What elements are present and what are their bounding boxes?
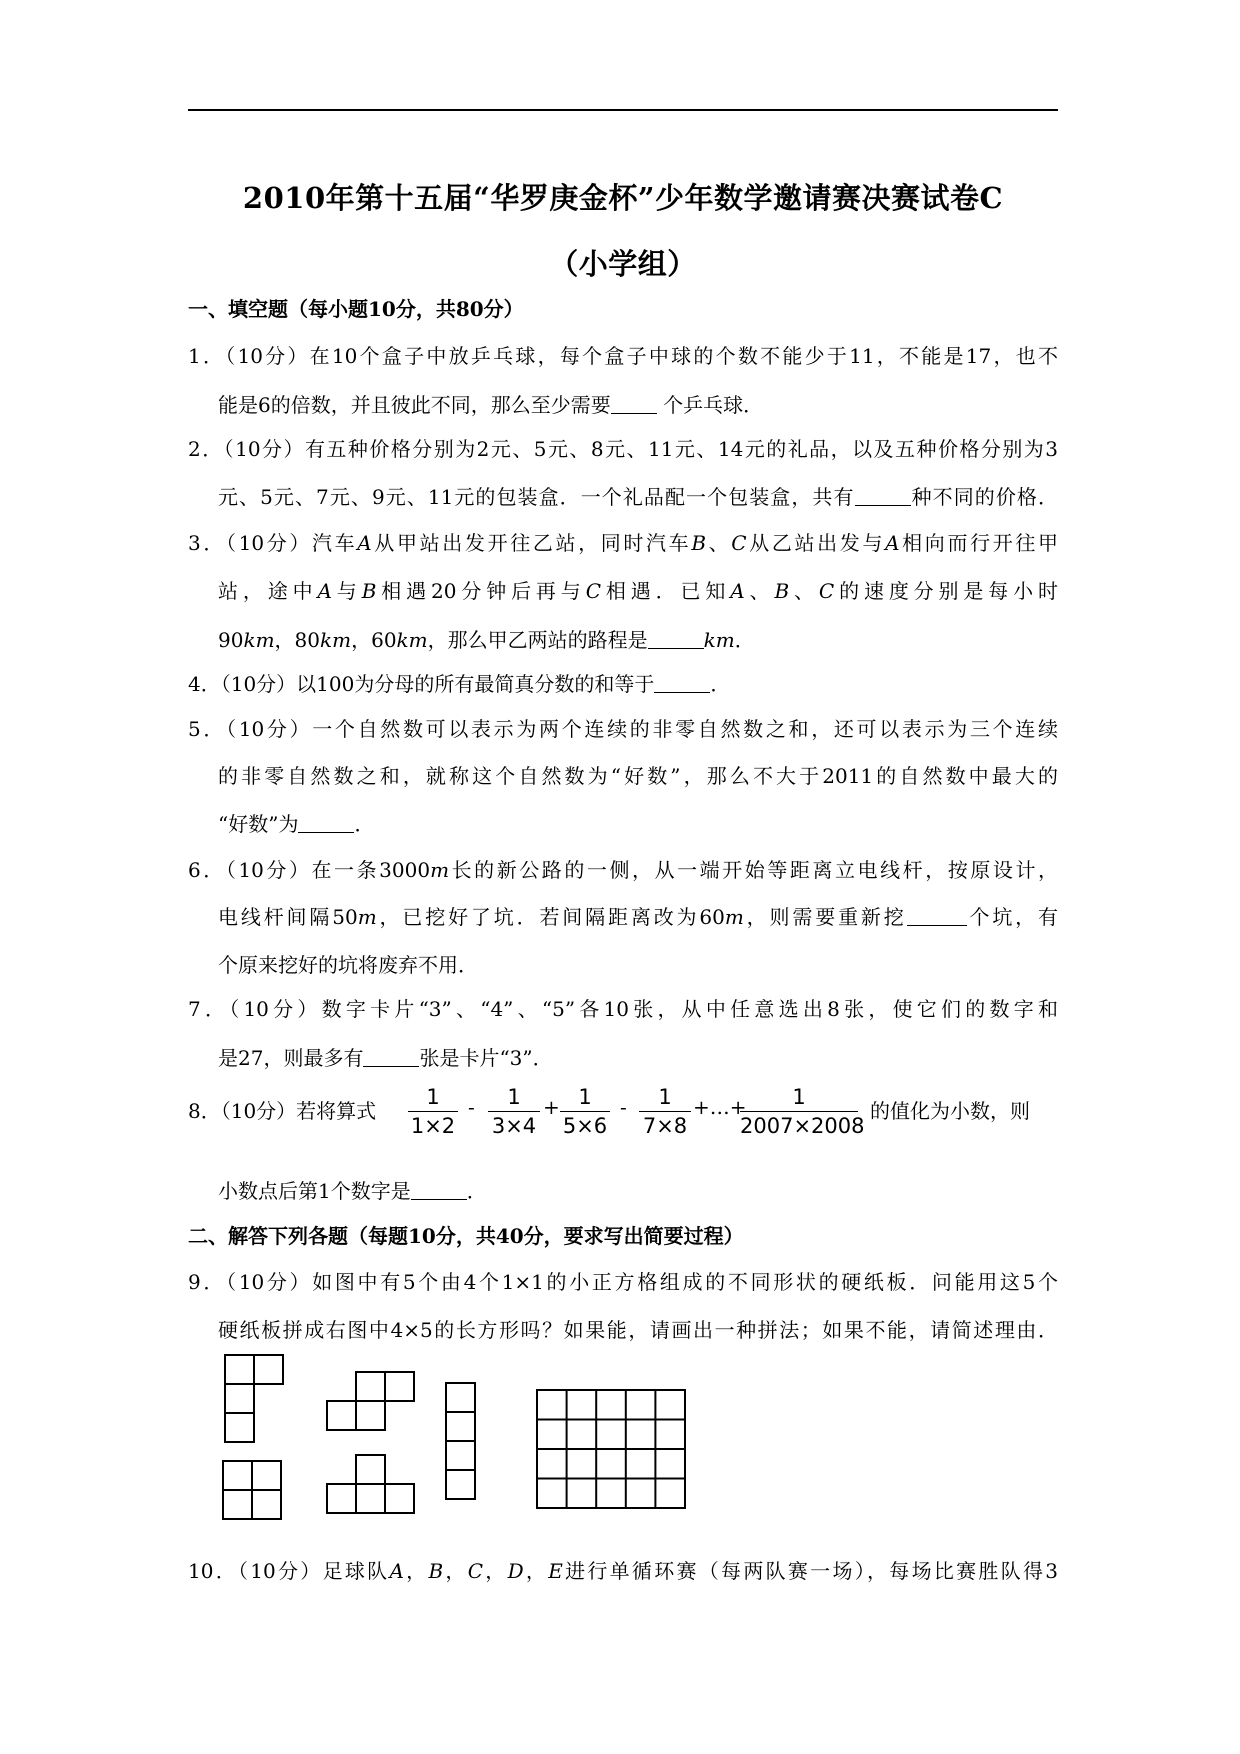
question-2-line-1: 2．（10分）有五种价格分别为2元、5元、8元、11元、14元的礼品，以及五种价格分别为3 [188, 437, 1058, 461]
page-subtitle: （小学组） [549, 247, 697, 281]
shape-i-tetromino [446, 1383, 475, 1499]
question-2-line-2: 元、5元、7元、9元、11元的包装盒．一个礼品配一个包装盒，共有 种不同的价格． [218, 485, 1058, 509]
question-3-line-1: 3．（10分）汽车A从甲站出发开往乙站，同时汽车B、C从乙站出发与A相向而行开往甲 [188, 531, 1058, 555]
question-5-line-1: 5．（10分）一个自然数可以表示为两个连续的非零自然数之和，还可以表示为三个连续 [188, 717, 1058, 741]
question-1-line-1: 1．（10分）在10个盒子中放乒乓球，每个盒子中球的个数不能少于11，不能是17，也不 [188, 344, 1058, 368]
fraction-5: 1 2007×2008 [740, 1085, 865, 1138]
fraction-4: 1 7×8 [639, 1083, 691, 1140]
fraction-1: 1 1×2 [408, 1083, 458, 1140]
rectangle-4x5-grid [537, 1390, 685, 1508]
question-6-line-1: 6．（10分）在一条3000m长的新公路的一侧，从一端开始等距离立电线杆，按原设计， [188, 858, 1058, 882]
fraction-2: 1 3×4 [488, 1083, 540, 1140]
question-3-line-2: 站，途中A与B相遇20分钟后再与C相遇．已知A、B、C的速度分别是每小时 [218, 579, 1059, 603]
question-7-line-2: 是27，则最多有 张是卡片“3”． [218, 1046, 553, 1070]
question-7-line-1: 7．（10分）数字卡片“3”、“4”、“5”各10张，从中任意选出8张，使它们的数字和 [188, 997, 1058, 1021]
section-heading-answer: 二、解答下列各题（每题10分，共40分，要求写出简要过程） [188, 1224, 744, 1248]
question-5-line-2: 的非零自然数之和，就称这个自然数为“好数”，那么不大于2011的自然数中最大的 [218, 764, 1058, 788]
question-3-line-3: 90km，80km，60km，那么甲乙两站的路程是 km． [218, 628, 755, 652]
question-1-line-2: 能是6的倍数，并且彼此不同，那么至少需要 个乒乓球． [218, 393, 764, 417]
question-8-line-2: 小数点后第1个数字是 ． [218, 1179, 487, 1203]
question-9-line-2: 硬纸板拼成右图中4×5的长方形吗？如果能，请画出一种拼法；如果不能，请简述理由． [218, 1318, 1058, 1342]
question-6-line-3: 个原来挖好的坑将废弃不用． [218, 953, 478, 977]
fraction-3: 1 5×6 [560, 1083, 610, 1140]
shape-s-tetromino [327, 1372, 414, 1430]
shape-t-tetromino [327, 1455, 414, 1513]
shape-l-tetromino [225, 1355, 283, 1442]
question-5-line-3: “好数”为 ． [218, 812, 375, 836]
question-10-line-1: 10．（10分）足球队A，B，C，D，E进行单循环赛（每两队赛一场），每场比赛胜队得3 [188, 1559, 1058, 1583]
section-heading-fill-in: 一、填空题（每小题10分，共80分） [188, 297, 524, 321]
page-title: 2010年第十五届“华罗庚金杯”少年数学邀请赛决赛试卷C [242, 181, 1004, 215]
question-9-line-1: 9．（10分）如图中有5个由4个1×1的小正方格组成的不同形状的硬纸板．问能用这5个 [188, 1270, 1058, 1294]
question-4: 4．（10分）以100为分母的所有最简真分数的和等于 ． [188, 672, 731, 696]
question-6-line-2: 电线杆间隔50m，已挖好了坑．若间隔距离改为60m，则需要重新挖 个坑，有 [218, 905, 1059, 929]
question-8-formula: 8．（10分）若将算式 1 1×2 - 1 3×4 + 1 5×6 - 1 7×8 +…+ 1 2007×2008 的值化为小数，则 [188, 1085, 1030, 1138]
shape-o-tetromino [223, 1461, 281, 1519]
